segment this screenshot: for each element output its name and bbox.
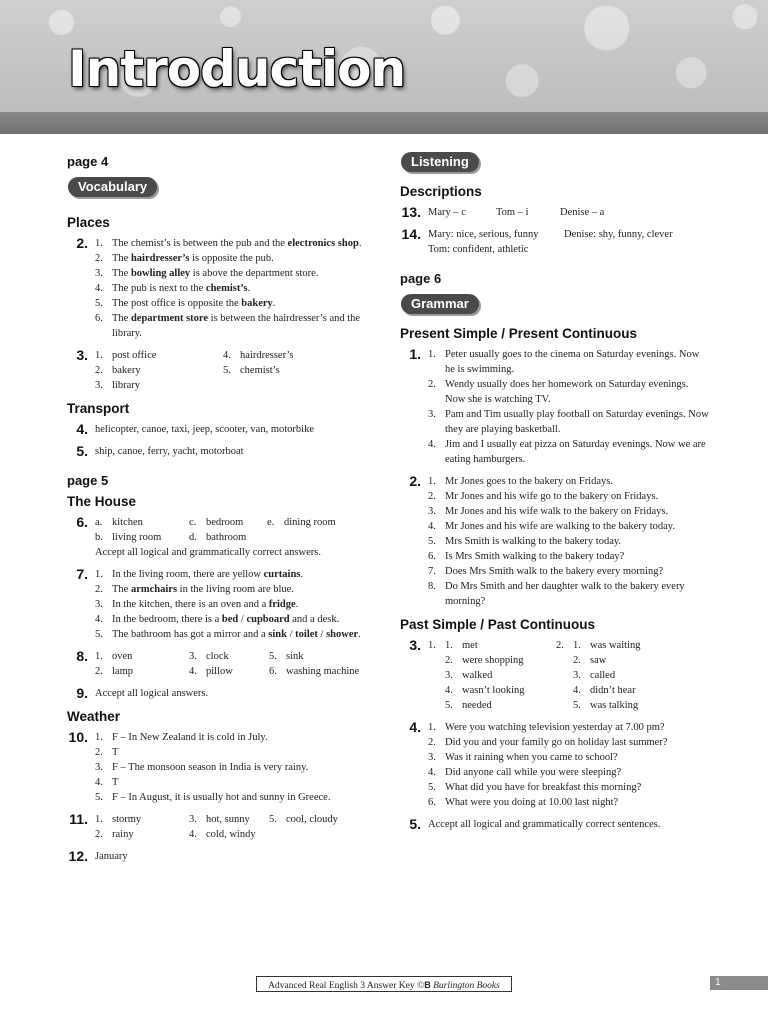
exercise-7: 7. 1. In the living room, there are yellow curtains. 2. The armchairs in the living room are blue. 3. In the kitchen, there is an oven and a fridge. 4. In the bedroom, there is a bed / cupboard and a desk. 5. The bathroom has got a mirror and a sink / toilet / shower. (67, 567, 372, 642)
exercise-number: 5. (409, 816, 421, 832)
exercise-14: 14. Mary: nice, serious, funny Denise: shy, funny, clever Tom: confident, athletic (400, 227, 710, 257)
page-number: 1 (715, 977, 721, 988)
exercise-number: 7. (76, 566, 88, 582)
page-6-heading: page 6 (400, 271, 442, 286)
exercise-number: 8. (76, 648, 88, 664)
the-house-heading: The House (67, 494, 137, 509)
right-column (400, 150, 710, 839)
grammar-exercise-2: 2. 1. Mr Jones goes to the bakery on Fridays. 2. Mr Jones and his wife go to the bakery on Fridays. 3. Mr Jones and his wife walk to the bakery on Fridays. 4. Mr Jones and his wife are walking to the bakery today. 5. Mrs Smith is walking to the bakery today. 6. Is Mrs Smith walking to the bakery today? 7. Does Mrs Smith walk to the bakery every morning? 8. Do Mrs Smith and her daughter walk to the bakery every morning? (400, 474, 710, 609)
grammar-exercise-3: 3. 1. 1. met 2. were shopping 3. walked 4. wasn’t looking 5. needed 2. 1. was waiting 2. saw 3. called 4. didn’t hear 5. was talking (400, 638, 710, 713)
exercise-10: 10. 1. F – In New Zealand it is cold in July. 2. T 3. F – The monsoon season in India is very rainy. 4. T 5. F – In August, it is usually hot and sunny in Greece. (67, 730, 372, 805)
exercise-8: 8. 1. oven 3. clock 5. sink 2. lamp 4. pillow 6. washing machine (67, 649, 372, 679)
exercise-number: 10. (68, 729, 88, 745)
vocabulary-tab: Vocabulary (68, 177, 157, 197)
footer-credit: Advanced Real English 3 Answer Key ©B Burlington Books (256, 976, 512, 992)
exercise-2 (67, 236, 372, 341)
exercise-9: 9. Accept all logical answers. (67, 686, 372, 701)
exercise-number: 4. (409, 719, 421, 735)
exercise-number: 13. (401, 204, 421, 220)
page-4-heading: page 4 (67, 154, 109, 169)
exercise-number: 6. (76, 514, 88, 530)
left-column (67, 150, 372, 871)
answer-item: 2. The hairdresser’s is opposite the pub. (95, 253, 274, 264)
grammar-exercise-5: 5. Accept all logical and grammatically correct sentences. (400, 817, 710, 832)
answer-item: 5. The post office is opposite the bakery. (95, 298, 276, 309)
exercise-11: 11. 1. stormy 3. hot, sunny 5. cool, cloudy 2. rainy 4. cold, windy (67, 812, 372, 842)
exercise-number: 2. (76, 235, 88, 251)
grammar-tab: Grammar (401, 294, 479, 314)
exercise-number: 5. (76, 443, 88, 459)
exercise-6: 6. a. kitchen c. bedroom e. dining room b. living room d. bathroom Accept all logical and grammatically correct answers. (67, 515, 372, 560)
banner-stripe (0, 112, 768, 134)
exercise-number: 4. (76, 421, 88, 437)
exercise-number: 11. (69, 811, 88, 827)
page-title: Introduction (68, 40, 406, 98)
exercise-4: 4. helicopter, canoe, taxi, jeep, scooter, van, motorbike (67, 422, 372, 437)
exercise-number: 9. (76, 685, 88, 701)
exercise-number: 1. (409, 346, 421, 362)
listening-tab: Listening (401, 152, 479, 172)
past-heading: Past Simple / Past Continuous (400, 617, 596, 632)
grammar-exercise-4: 4. 1. Were you watching television yesterday at 7.00 pm? 2. Did you and your family go on holiday last summer? 3. Was it raining when you came to school? 4. Did anyone call while you were sleeping? 5. What did you have for breakfast this morning? 6. What were you doing at 10.00 last night? (400, 720, 710, 810)
places-heading: Places (67, 215, 110, 230)
exercise-number: 12. (68, 848, 88, 864)
present-heading: Present Simple / Present Continuous (400, 326, 638, 341)
answer-item: 6. The department store is between the hairdresser’s and the library. (95, 313, 361, 339)
exercise-12: 12. January (67, 849, 372, 864)
exercise-5: 5. ship, canoe, ferry, yacht, motorboat (67, 444, 372, 459)
publisher-logo-icon: B (424, 980, 431, 990)
exercise-number: 3. (76, 347, 88, 363)
descriptions-heading: Descriptions (400, 184, 482, 199)
answer-item: 1. The chemist’s is between the pub and the electronics shop. (95, 238, 362, 249)
page-number-bar (710, 976, 768, 990)
grammar-exercise-1: 1. 1. Peter usually goes to the cinema on Saturday evenings. Now he is swimming. 2. Wendy usually does her homework on Saturday evenings. Now she is watching TV. 3. Pam and Tim usually play football on Saturday evenings. Now they are playing basketball. 4. Jim and I usually eat pizza on Saturday evenings. Now we are eating hamburgers. (400, 347, 710, 467)
exercise-3: 3. 1. post office 2. bakery 3. library 4. hairdresser’s 5. chemist’s (67, 348, 372, 393)
answer-item: 4. The pub is next to the chemist’s. (95, 283, 251, 294)
exercise-number: 3. (409, 637, 421, 653)
weather-heading: Weather (67, 709, 121, 724)
transport-heading: Transport (67, 401, 130, 416)
page-5-heading: page 5 (67, 473, 109, 488)
title-banner (0, 0, 768, 112)
exercise-13: 13. Mary – c Tom – i Denise – a (400, 205, 710, 220)
exercise-number: 2. (409, 473, 421, 489)
exercise-number: 14. (401, 226, 421, 242)
answer-item: 3. The bowling alley is above the department store. (95, 268, 319, 279)
